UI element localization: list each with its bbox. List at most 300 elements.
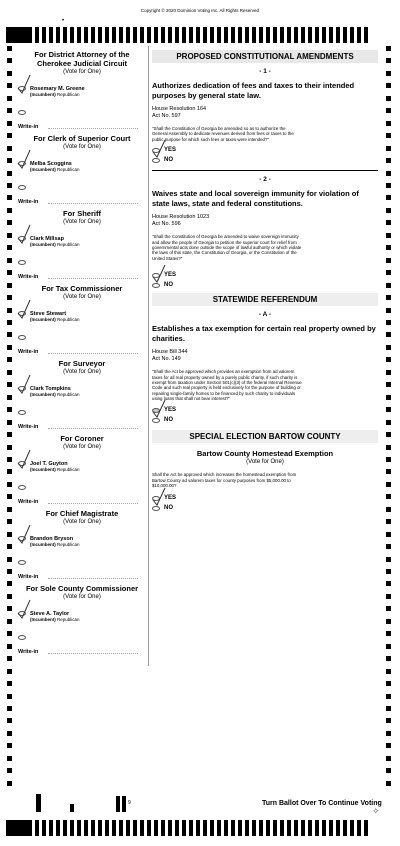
timing-mark	[336, 820, 340, 836]
timing-mark	[364, 820, 368, 836]
timing-mark	[7, 644, 12, 649]
timing-mark	[42, 27, 46, 43]
timing-mark	[7, 606, 12, 611]
contest-title: For Chief Magistrate	[45, 509, 119, 518]
timing-mark	[386, 494, 391, 499]
contest-title: For Sole County Commissioner	[25, 584, 139, 593]
timing-mark	[386, 46, 391, 51]
writein-oval[interactable]	[18, 185, 26, 190]
timing-mark	[98, 27, 102, 43]
timing-mark	[231, 27, 235, 43]
candidate-name: Clark Millsap	[30, 236, 64, 242]
bill-ref: House Bill 344	[152, 349, 188, 356]
timing-mark	[386, 420, 391, 425]
writein-label: Write-in	[18, 274, 39, 280]
timing-mark	[386, 681, 391, 686]
vote-for-instruction: (Vote for One)	[63, 369, 101, 375]
timing-mark	[7, 731, 12, 736]
candidate-option[interactable]	[18, 226, 146, 252]
timing-mark	[7, 96, 12, 101]
timing-mark	[147, 820, 151, 836]
timing-mark	[386, 432, 391, 437]
timing-mark	[7, 345, 12, 350]
candidate-option[interactable]	[18, 301, 146, 327]
timing-mark	[301, 820, 305, 836]
checkmark-icon	[16, 524, 32, 546]
incumbent-label: (Incumbent)	[30, 542, 56, 547]
timing-mark	[386, 731, 391, 736]
timing-mark	[7, 270, 12, 275]
reference	[152, 214, 378, 228]
candidate-option[interactable]	[18, 151, 146, 177]
timing-mark	[386, 519, 391, 524]
timing-mark	[294, 820, 298, 836]
timing-mark	[161, 27, 165, 43]
party-label: Republican	[57, 617, 80, 622]
timing-mark	[386, 108, 391, 113]
timing-mark	[350, 27, 354, 43]
timing-mark	[315, 27, 319, 43]
contest	[18, 584, 146, 659]
writein-option[interactable]	[18, 264, 146, 284]
timing-mark	[266, 820, 270, 836]
candidate-option[interactable]	[18, 526, 146, 552]
timing-mark	[7, 357, 12, 362]
timing-mark	[154, 27, 158, 43]
bottom-timing-marks	[6, 820, 390, 836]
timing-mark	[386, 357, 391, 362]
timing-mark	[386, 445, 391, 450]
choice-yes[interactable]	[152, 406, 378, 416]
timing-mark	[6, 820, 32, 836]
timing-mark	[386, 308, 391, 313]
timing-mark	[322, 27, 326, 43]
choice-label: YES	[164, 406, 177, 413]
referendum-header: STATEWIDE REFERENDUM	[152, 293, 378, 306]
question-text: "Shall the Constitution of Georgia be amended so as to authorize the General Assembly to dedicate revenues derived from fees or taxes to the public purpose for which such fees or taxes were intended?"	[152, 126, 294, 142]
writein-oval[interactable]	[18, 260, 26, 265]
timing-mark	[7, 457, 12, 462]
timing-mark	[224, 27, 228, 43]
writein-option[interactable]	[18, 414, 146, 434]
timing-mark	[84, 820, 88, 836]
timing-mark	[175, 820, 179, 836]
timing-mark	[70, 820, 74, 836]
timing-mark	[35, 27, 39, 43]
timing-mark	[7, 71, 12, 76]
writein-oval[interactable]	[18, 335, 26, 340]
writein-line[interactable]	[48, 653, 138, 654]
choice-oval[interactable]	[152, 158, 160, 163]
timing-mark	[7, 469, 12, 474]
timing-mark	[7, 245, 12, 250]
candidate-name: Steve A. Taylor	[30, 611, 70, 617]
party-label: Republican	[57, 167, 80, 172]
candidate-party	[30, 167, 146, 173]
timing-mark	[386, 557, 391, 562]
timing-mark	[329, 820, 333, 836]
question-title: Establishes a tax exemption for certain real property owned by charities.	[152, 324, 376, 343]
timing-mark	[386, 781, 391, 786]
candidate-name: Steve Stewart	[30, 311, 67, 317]
timing-mark	[112, 820, 116, 836]
timing-mark	[7, 631, 12, 636]
act-ref: Act No. 597	[152, 113, 181, 119]
choice-oval[interactable]	[152, 283, 160, 288]
timing-mark	[386, 594, 391, 599]
writein-oval[interactable]	[18, 635, 26, 640]
choice-yes[interactable]	[152, 494, 378, 504]
contest	[18, 284, 146, 359]
timing-mark	[386, 544, 391, 549]
timing-mark	[252, 27, 256, 43]
referendum-number: - A -	[258, 311, 272, 319]
contest-title: For District Attorney of the Cherokee Judicial Circuit	[34, 50, 130, 68]
timing-mark	[273, 820, 277, 836]
contest	[18, 134, 146, 209]
timing-mark	[6, 27, 32, 43]
writein-oval[interactable]	[18, 110, 26, 115]
checkmark-icon	[16, 149, 32, 171]
candidate-party	[30, 392, 146, 398]
timing-mark	[140, 820, 144, 836]
timing-mark	[7, 258, 12, 263]
timing-mark	[91, 27, 95, 43]
timing-mark	[386, 133, 391, 138]
candidate-name: Melba Scoggins	[30, 161, 72, 167]
timing-mark	[7, 332, 12, 337]
writein-line[interactable]	[48, 428, 138, 429]
timing-mark	[386, 208, 391, 213]
choice-no[interactable]	[152, 281, 378, 291]
timing-mark	[7, 619, 12, 624]
timing-mark	[189, 27, 193, 43]
timing-mark	[7, 718, 12, 723]
choice-label: YES	[164, 272, 177, 279]
choice-label: NO	[164, 282, 173, 289]
timing-mark	[386, 743, 391, 748]
timing-mark	[119, 27, 123, 43]
timing-mark	[386, 469, 391, 474]
choice-label: NO	[164, 416, 173, 423]
timing-mark	[386, 345, 391, 350]
vote-for-instruction: (Vote for One)	[63, 519, 101, 525]
timing-mark	[336, 27, 340, 43]
timing-mark	[49, 820, 53, 836]
amendment-number: - 1 -	[259, 68, 271, 75]
timing-mark	[7, 195, 12, 200]
writein-option[interactable]	[18, 489, 146, 509]
writein-option[interactable]	[18, 564, 146, 584]
timing-mark	[189, 820, 193, 836]
timing-mark	[126, 27, 130, 43]
timing-mark	[168, 820, 172, 836]
timing-mark	[350, 820, 354, 836]
vote-for-instruction: (Vote for One)	[63, 294, 101, 300]
vote-for-instruction: (Vote for One)	[63, 444, 101, 450]
timing-mark	[161, 820, 165, 836]
timing-mark	[322, 820, 326, 836]
timing-mark	[7, 370, 12, 375]
right-column	[152, 50, 378, 514]
timing-mark	[77, 820, 81, 836]
timing-mark	[386, 83, 391, 88]
writein-label: Write-in	[18, 349, 39, 355]
candidate-name: Clark Tompkins	[30, 386, 71, 392]
timing-mark	[168, 27, 172, 43]
timing-mark	[7, 233, 12, 238]
question-text: "Shall the Constitution of Georgia be amended to waive sovereign immunity and allow the people of Georgia to petition the superior court for relief from governmental acts done outside the scope of lawful authority or which violate the laws of this state, the Constitution of Georgia, or the Constitution of the United States?"	[152, 234, 302, 261]
timing-mark	[182, 820, 186, 836]
choice-no[interactable]	[152, 416, 378, 426]
question-text: Shall the Act be approved which increases the homestead exemption from Bartow County ad valorem taxes for county purposes from $5,000.00 to $10,000.00?	[152, 472, 297, 488]
timing-mark	[7, 308, 12, 313]
timing-mark	[182, 27, 186, 43]
timing-mark	[91, 820, 95, 836]
writein-oval[interactable]	[18, 410, 26, 415]
candidate-option[interactable]	[18, 76, 146, 102]
candidate-option[interactable]	[18, 601, 146, 627]
contest	[18, 434, 146, 509]
timing-mark	[273, 27, 277, 43]
contest	[18, 509, 146, 584]
act-ref: Act No. 149	[152, 356, 181, 363]
timing-mark	[7, 445, 12, 450]
writein-label: Write-in	[18, 124, 39, 130]
timing-mark	[7, 158, 12, 163]
timing-mark	[7, 108, 12, 113]
timing-mark	[7, 382, 12, 387]
candidate-option[interactable]	[18, 451, 146, 477]
timing-mark	[133, 27, 137, 43]
act-ref: Act No. 596	[152, 221, 181, 228]
divider	[152, 170, 378, 171]
contest-title: For Sheriff	[63, 209, 101, 218]
writein-line[interactable]	[48, 278, 138, 279]
timing-mark	[210, 27, 214, 43]
bottom-mark	[70, 804, 74, 812]
timing-mark	[7, 656, 12, 661]
reference	[152, 106, 378, 120]
choice-label: NO	[164, 157, 173, 164]
turn-over-instruction: Turn Ballot Over To Continue Voting	[262, 800, 382, 807]
amendment-2	[152, 176, 378, 291]
candidate-option[interactable]	[18, 376, 146, 402]
checkmark-icon	[16, 224, 32, 246]
choice-label: NO	[164, 505, 173, 512]
choice-yes[interactable]	[152, 271, 378, 281]
timing-mark	[386, 532, 391, 537]
vote-for-instruction: (Vote for One)	[63, 594, 101, 600]
checkmark-icon	[16, 599, 32, 621]
referendum-section	[152, 293, 378, 425]
timing-mark	[7, 420, 12, 425]
party-label: Republican	[57, 542, 80, 547]
timing-mark	[386, 619, 391, 624]
writein-option[interactable]	[18, 639, 146, 659]
timing-mark	[7, 183, 12, 188]
incumbent-label: (Incumbent)	[30, 617, 56, 622]
question-title: Bartow County Homestead Exemption	[196, 448, 334, 458]
timing-mark	[231, 820, 235, 836]
party-label: Republican	[57, 242, 80, 247]
writein-line[interactable]	[48, 128, 138, 129]
timing-mark	[386, 295, 391, 300]
timing-mark	[42, 820, 46, 836]
timing-mark	[386, 332, 391, 337]
timing-mark	[364, 27, 368, 43]
timing-mark	[7, 594, 12, 599]
writein-line[interactable]	[48, 353, 138, 354]
timing-mark	[386, 320, 391, 325]
timing-mark	[386, 270, 391, 275]
corner-tick: •	[62, 18, 65, 24]
timing-mark	[386, 183, 391, 188]
timing-mark	[245, 27, 249, 43]
timing-mark	[238, 820, 242, 836]
choice-yes[interactable]	[152, 146, 378, 156]
question-text: "Shall the Act be approved which provides an exemption from ad valorem taxes for all real property owned by a purely public charity, if such charity is exempt from taxation under Section 501(c)(3) of the federal Internal Revenue Code and such real property is held exclusively for the purpose of building or repairing single-family homes to be financed by such charity to individuals using loans that shall not bear interest?"	[152, 369, 302, 402]
checkmark-icon	[16, 74, 32, 96]
candidate-party	[30, 542, 146, 548]
amendment-number: - 2 -	[259, 176, 271, 184]
timing-mark	[7, 743, 12, 748]
timing-mark	[386, 706, 391, 711]
timing-mark	[343, 820, 347, 836]
incumbent-label: (Incumbent)	[30, 167, 56, 172]
timing-mark	[386, 258, 391, 263]
timing-mark	[196, 27, 200, 43]
timing-mark	[287, 820, 291, 836]
contest-title: For Coroner	[60, 434, 104, 443]
timing-mark	[386, 146, 391, 151]
timing-mark	[7, 295, 12, 300]
question-title: Authorizes dedication of fees and taxes to their intended purposes by general state law.	[152, 81, 355, 100]
bottom-mark	[122, 796, 126, 812]
choice-no[interactable]	[152, 156, 378, 166]
timing-mark	[203, 27, 207, 43]
timing-mark	[386, 96, 391, 101]
timing-mark	[7, 706, 12, 711]
timing-mark	[63, 820, 67, 836]
timing-mark	[238, 27, 242, 43]
timing-mark	[386, 233, 391, 238]
timing-mark	[7, 407, 12, 412]
timing-mark	[203, 820, 207, 836]
question-title: Waives state and local sovereign immunity for violation of state laws, state and federal constitutions.	[152, 189, 359, 208]
timing-mark	[147, 27, 151, 43]
timing-mark	[7, 557, 12, 562]
timing-mark	[386, 283, 391, 288]
timing-mark	[7, 133, 12, 138]
party-label: Republican	[57, 92, 80, 97]
timing-mark	[7, 507, 12, 512]
timing-mark	[252, 820, 256, 836]
timing-mark	[7, 569, 12, 574]
timing-mark	[294, 27, 298, 43]
writein-oval[interactable]	[18, 560, 26, 565]
timing-mark	[386, 395, 391, 400]
candidate-party	[30, 92, 146, 98]
timing-mark	[386, 656, 391, 661]
amendments-section	[152, 50, 378, 291]
timing-mark	[386, 457, 391, 462]
timing-mark	[386, 606, 391, 611]
candidate-name: Rosemary M. Greene	[30, 86, 85, 92]
writein-label: Write-in	[18, 499, 39, 505]
top-timing-marks	[6, 27, 390, 43]
timing-mark	[7, 171, 12, 176]
writein-option[interactable]	[18, 339, 146, 359]
timing-mark	[280, 820, 284, 836]
right-timing-marks	[386, 46, 391, 786]
timing-mark	[70, 27, 74, 43]
timing-mark	[98, 820, 102, 836]
timing-mark	[63, 27, 67, 43]
writein-line[interactable]	[48, 503, 138, 504]
writein-option[interactable]	[18, 189, 146, 209]
timing-mark	[7, 121, 12, 126]
timing-mark	[386, 71, 391, 76]
reference	[152, 349, 378, 363]
timing-mark	[112, 27, 116, 43]
timing-mark	[224, 820, 228, 836]
writein-oval[interactable]	[18, 485, 26, 490]
incumbent-label: (Incumbent)	[30, 392, 56, 397]
contest	[18, 209, 146, 284]
timing-mark	[386, 756, 391, 761]
timing-mark	[315, 820, 319, 836]
copyright-notice: Copyright © 2020 Dominion Voting Inc. All Rights Reserved	[140, 8, 260, 13]
vote-for-instruction: (Vote for One)	[246, 459, 284, 466]
candidate-party	[30, 467, 146, 473]
timing-mark	[7, 532, 12, 537]
candidate-party	[30, 317, 146, 323]
writein-line[interactable]	[48, 578, 138, 579]
contest-title: For Tax Commissioner	[41, 284, 123, 293]
timing-mark	[329, 27, 333, 43]
timing-mark	[386, 370, 391, 375]
choice-oval[interactable]	[152, 418, 160, 423]
timing-mark	[217, 27, 221, 43]
timing-mark	[7, 544, 12, 549]
contest-title: For Clerk of Superior Court	[33, 134, 131, 143]
timing-mark	[7, 519, 12, 524]
choice-oval[interactable]	[152, 506, 160, 511]
candidate-party	[30, 617, 146, 623]
timing-mark	[386, 121, 391, 126]
checkmark-icon	[16, 449, 32, 471]
candidate-party	[30, 242, 146, 248]
left-timing-marks	[7, 46, 12, 786]
timing-mark	[308, 27, 312, 43]
timing-mark	[175, 27, 179, 43]
bottom-mark	[116, 796, 120, 812]
amendments-header: PROPOSED CONSTITUTIONAL AMENDMENTS	[152, 50, 378, 63]
timing-mark	[343, 27, 347, 43]
timing-mark	[56, 820, 60, 836]
timing-mark	[386, 220, 391, 225]
timing-mark	[154, 820, 158, 836]
writein-line[interactable]	[48, 203, 138, 204]
timing-mark	[7, 220, 12, 225]
resolution-ref: House Resolution 164	[152, 106, 207, 112]
choice-no[interactable]	[152, 504, 378, 514]
checkmark-icon	[16, 299, 32, 321]
vote-for-instruction: (Vote for One)	[63, 69, 101, 75]
timing-mark	[140, 27, 144, 43]
writein-option[interactable]	[18, 114, 146, 134]
